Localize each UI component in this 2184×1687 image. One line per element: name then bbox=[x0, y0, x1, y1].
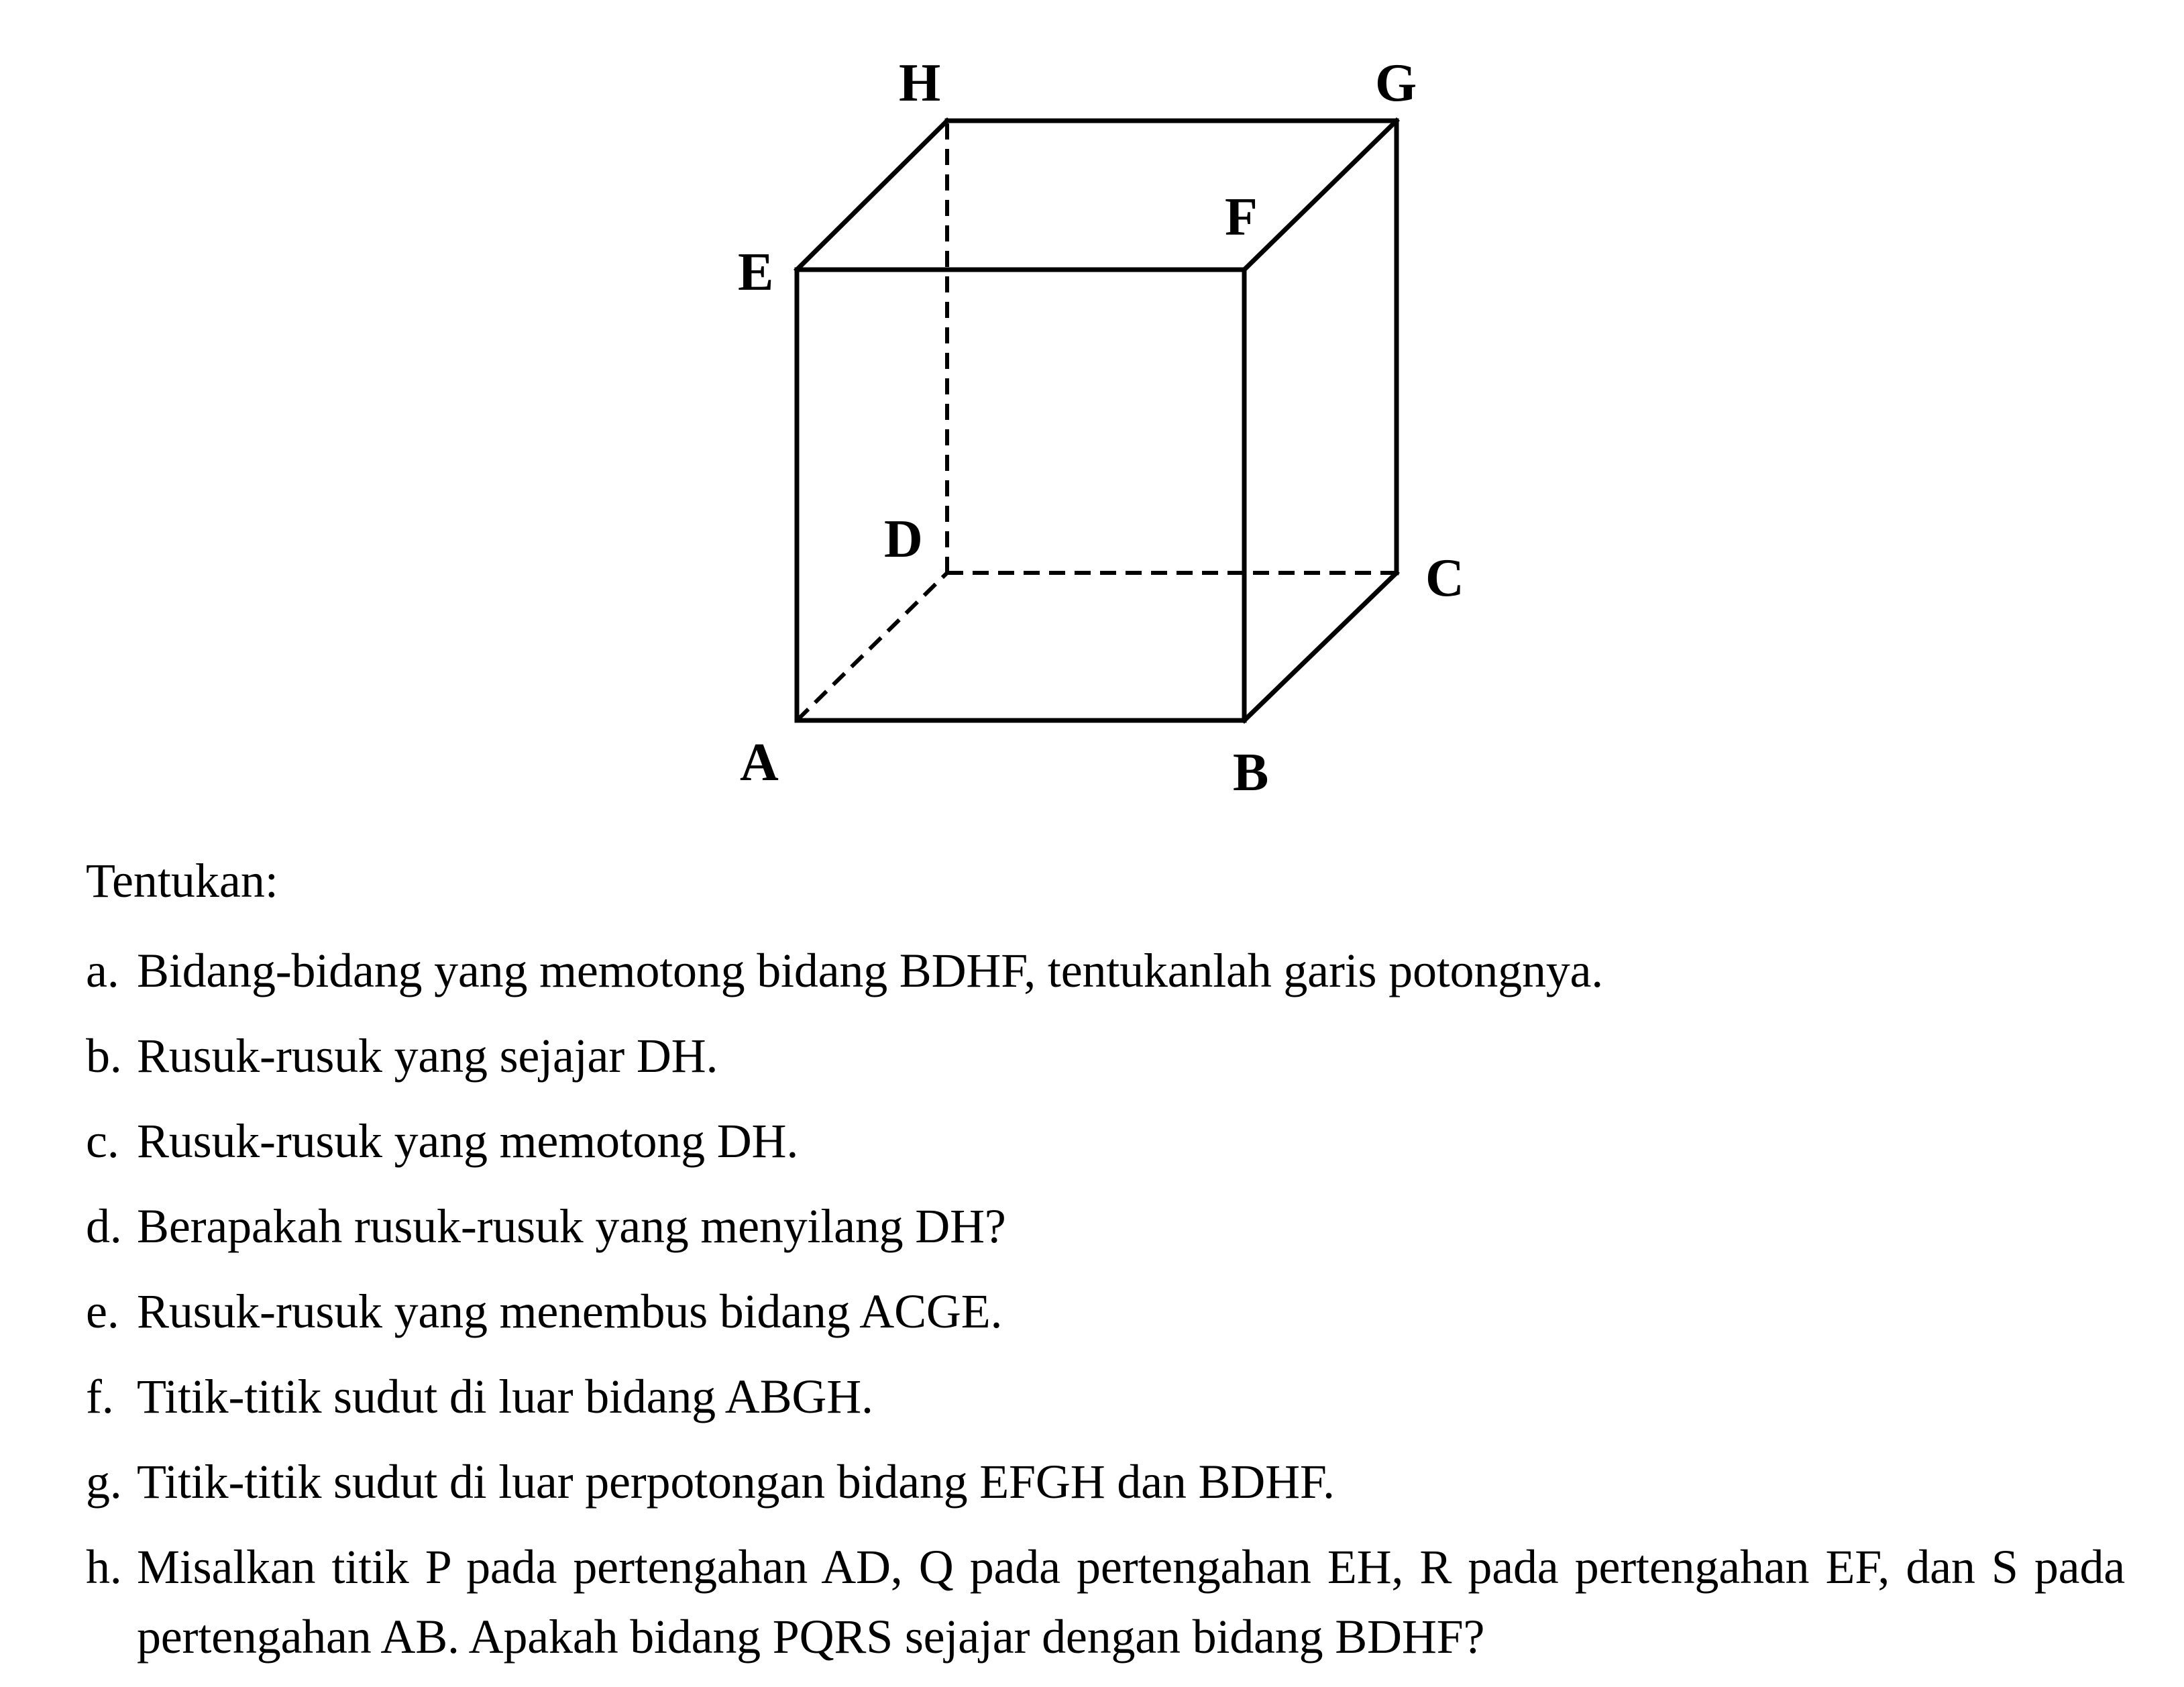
prompt-heading: Tentukan: bbox=[86, 854, 278, 908]
question-letter: h. bbox=[86, 1540, 122, 1594]
question-item-h bbox=[86, 1532, 2125, 1672]
vertex-label-f: F bbox=[1225, 188, 1258, 247]
vertex-label-e: E bbox=[738, 243, 774, 302]
question-text: Rusuk-rusuk yang menembus bidang ACGE. bbox=[137, 1285, 1003, 1338]
vertex-label-b: B bbox=[1233, 743, 1269, 802]
question-item-f bbox=[86, 1362, 2125, 1431]
question-letter: d. bbox=[86, 1199, 122, 1253]
question-letter: e. bbox=[86, 1285, 119, 1338]
question-text: Rusuk-rusuk yang sejajar DH. bbox=[137, 1029, 718, 1083]
question-item-b bbox=[86, 1021, 2125, 1091]
question-text: Bidang-bidang yang memotong bidang BDHF, tentukanlah garis potongnya. bbox=[137, 944, 1604, 997]
question-text: Rusuk-rusuk yang memotong DH. bbox=[137, 1114, 799, 1168]
vertex-label-c: C bbox=[1425, 549, 1464, 608]
question-letter: f. bbox=[86, 1370, 114, 1423]
question-letter: c. bbox=[86, 1114, 119, 1168]
edge-BC bbox=[1244, 573, 1397, 720]
question-letter: g. bbox=[86, 1455, 122, 1509]
question-item-e bbox=[86, 1276, 2125, 1346]
cube-diagram bbox=[0, 0, 2184, 818]
question-text: Berapakah rusuk-rusuk yang menyilang DH? bbox=[137, 1199, 1006, 1253]
vertex-label-a: A bbox=[740, 733, 779, 792]
question-list bbox=[86, 936, 2125, 1687]
vertex-label-d: D bbox=[884, 510, 923, 569]
question-text: Titik-titik sudut di luar perpotongan bidang EFGH dan BDHF. bbox=[137, 1455, 1335, 1509]
vertex-label-h: H bbox=[899, 54, 941, 113]
question-item-g bbox=[86, 1447, 2125, 1517]
vertex-label-g: G bbox=[1375, 54, 1417, 113]
question-item-a bbox=[86, 936, 2125, 1005]
question-letter: a. bbox=[86, 944, 119, 997]
question-text: Titik-titik sudut di luar bidang ABGH. bbox=[137, 1370, 873, 1423]
edge-FG bbox=[1244, 121, 1397, 270]
question-item-d bbox=[86, 1191, 2125, 1261]
question-letter: b. bbox=[86, 1029, 122, 1083]
question-item-c bbox=[86, 1106, 2125, 1176]
question-text: Misalkan titik P pada pertengahan AD, Q pada pertengahan EH, R pada pertengahan EF, dan S pada pertengahan AB. Apakah bidang PQRS sejajar dengan bidang BDHF? bbox=[137, 1540, 2125, 1664]
edge-EH bbox=[797, 121, 947, 270]
edge-AD bbox=[797, 573, 947, 720]
